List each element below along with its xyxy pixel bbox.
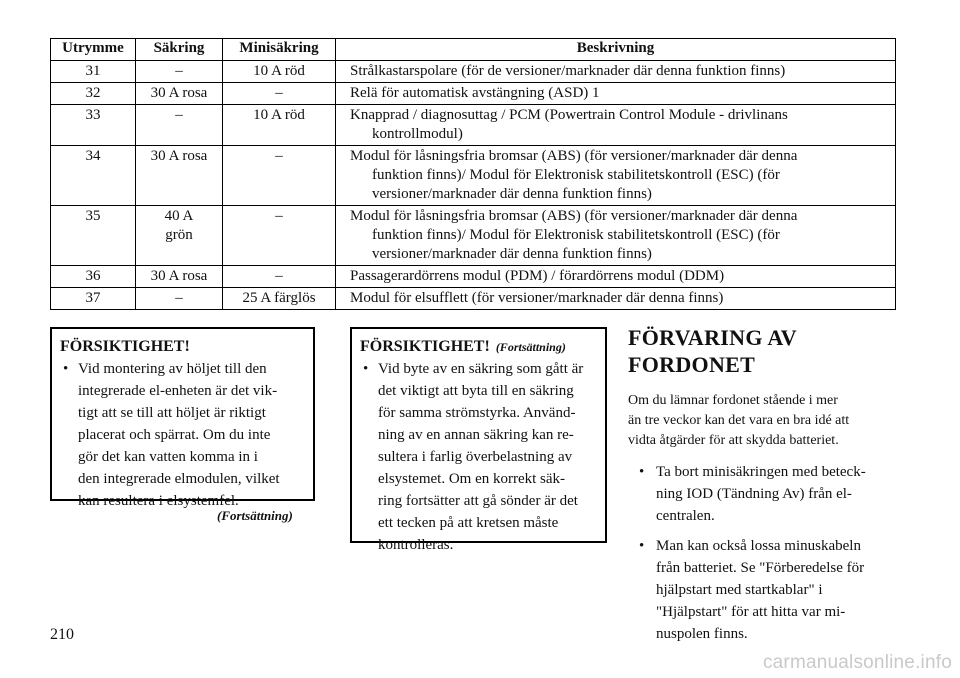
text-line: ring fortsätter att gå sönder är det: [378, 493, 578, 509]
fuse-value: –: [175, 290, 183, 306]
cell-fuse: [136, 206, 223, 266]
continued-label: (Fortsättning): [495, 340, 566, 354]
continued-label: (Fortsättning): [217, 508, 293, 523]
space-value: 31: [85, 63, 101, 79]
cell-space: [51, 288, 136, 310]
text-line: för samma strömstyrka. Använd-: [378, 405, 576, 421]
caution-box: [50, 327, 315, 509]
cell-fuse: [136, 83, 223, 105]
space-value: 32: [85, 85, 101, 101]
cell-description: [336, 206, 896, 266]
cell-minifuse: [223, 206, 336, 266]
minifuse-value: –: [275, 148, 283, 164]
cell-fuse: [136, 288, 223, 310]
text-line: den integrerade elmodulen, vilket: [78, 471, 280, 487]
caution-title: FÖRSIKTIGHET!: [60, 338, 190, 355]
table-row: [51, 288, 896, 310]
table-row: [51, 266, 896, 288]
cell-space: [51, 206, 136, 266]
text-line: tigt att se till att höljet är riktigt: [78, 405, 266, 421]
table-body: [51, 61, 896, 310]
caution-list: [60, 358, 304, 512]
caution-item: [60, 358, 304, 512]
cell-minifuse: [223, 83, 336, 105]
text-line: Ta bort minisäkringen med beteck-: [656, 464, 866, 480]
bullet-icon: •: [639, 538, 645, 554]
cell-description: [336, 288, 896, 310]
bullet-icon: •: [639, 464, 645, 480]
text-line: sultera i farlig överbelastning av: [378, 449, 573, 465]
text-line: kan resultera i elsystemfel.: [78, 493, 239, 509]
list-item: [628, 461, 898, 527]
fuse-value: –: [175, 107, 183, 123]
page-number: 210: [50, 626, 74, 643]
cell-fuse: [136, 146, 223, 206]
space-value: 35: [85, 208, 101, 224]
table-row: [51, 83, 896, 105]
text-line: Om du lämnar fordonet stående i mer: [628, 393, 838, 408]
heading-line: FÖRVARING AV: [628, 325, 797, 350]
cell-description: [336, 266, 896, 288]
table-header-row: [51, 39, 896, 61]
cell-minifuse: [223, 61, 336, 83]
table-row: [51, 105, 896, 146]
cell-description: [336, 146, 896, 206]
bullet-icon: •: [63, 361, 69, 377]
column-header-fuse: Säkring: [136, 39, 223, 61]
fuse-value: 30 A rosa: [150, 268, 208, 284]
item-text: [656, 535, 898, 645]
caution-box-continued: [350, 327, 607, 553]
table-row: [51, 61, 896, 83]
cell-space: [51, 146, 136, 206]
text-line: placerat och spärrat. Om du inte: [78, 427, 271, 443]
text-line: än tre veckor kan det vara en bra idé att: [628, 413, 850, 428]
text-line: Vid byte av en säkring som gått är: [378, 361, 584, 377]
cell-minifuse: [223, 105, 336, 146]
space-value: 34: [85, 148, 101, 164]
fuse-value: 40 A: [164, 208, 194, 224]
table-row: [51, 206, 896, 266]
text-line: det viktigt att byta till en säkring: [378, 383, 574, 399]
fuse-value: 30 A rosa: [150, 85, 208, 101]
text-line: centralen.: [656, 508, 715, 524]
heading-line: FORDONET: [628, 352, 756, 377]
description-text: Modul för elsufflett (för versioner/marknader där denna finns): [350, 290, 724, 306]
section-paragraph: [628, 391, 898, 451]
caution-text: [378, 358, 597, 556]
cell-space: [51, 105, 136, 146]
column-header-minifuse: Minisäkring: [223, 39, 336, 61]
caution-list: [360, 358, 597, 556]
cell-description: [336, 61, 896, 83]
text-line: nuspolen finns.: [656, 626, 748, 642]
storage-steps-list: [628, 461, 898, 645]
watermark: carmanualsonline.info: [762, 652, 952, 673]
caution-item: [360, 358, 597, 556]
caution-text: [78, 358, 304, 512]
text-line: elsystemet. Om en korrekt säk-: [378, 471, 566, 487]
text-line: ning IOD (Tändning Av) från el-: [656, 486, 852, 502]
section-heading: [628, 324, 898, 378]
text-line: vidta åtgärder för att skydda batteriet.: [628, 433, 839, 448]
text-line: integrerade el-enheten är det vik-: [78, 383, 278, 399]
minifuse-value: 25 A färglös: [242, 290, 316, 306]
cell-description: [336, 105, 896, 146]
text-line: hjälpstart med startkablar" i: [656, 582, 823, 598]
fuse-value: –: [175, 63, 183, 79]
minifuse-value: 10 A röd: [253, 107, 305, 123]
list-item: [628, 535, 898, 645]
cell-minifuse: [223, 288, 336, 310]
cell-fuse: [136, 105, 223, 146]
item-text: [656, 461, 898, 527]
space-value: 36: [85, 268, 101, 284]
minifuse-value: –: [275, 85, 283, 101]
cell-fuse: [136, 61, 223, 83]
vehicle-storage-section: [628, 324, 898, 653]
text-line: Man kan också lossa minuskabeln: [656, 538, 861, 554]
fuse-value: 30 A rosa: [150, 148, 208, 164]
bullet-icon: •: [363, 361, 369, 377]
minifuse-value: –: [275, 208, 283, 224]
description-text: Passagerardörrens modul (PDM) / förardörrens modul (DDM): [350, 268, 725, 284]
fuse-table: [50, 38, 896, 310]
description-text: Strålkastarspolare (för de versioner/marknader där denna funktion finns): [350, 63, 786, 79]
column-header-description: Beskrivning: [336, 39, 896, 61]
fuse-value: grön: [165, 227, 193, 243]
text-line: från batteriet. Se "Förberedelse för: [656, 560, 865, 576]
description-text: Relä för automatisk avstängning (ASD) 1: [350, 85, 600, 101]
text-line: ning av en annan säkring kan re-: [378, 427, 574, 443]
cell-space: [51, 83, 136, 105]
column-header-space: Utrymme: [51, 39, 136, 61]
cell-space: [51, 266, 136, 288]
space-value: 33: [85, 107, 101, 123]
text-line: gör det kan vatten komma in i: [78, 449, 258, 465]
minifuse-value: –: [275, 268, 283, 284]
cell-description: [336, 83, 896, 105]
text-line: Vid montering av höljet till den: [78, 361, 267, 377]
minifuse-value: 10 A röd: [253, 63, 305, 79]
text-line: ett tecken på att kretsen måste: [378, 515, 559, 531]
description-text: Modul för låsningsfria bromsar (ABS) (för versioner/marknader där denna funktion finns)/ Modul för Elektronisk stabilitetskontroll (ESC) (för versioner/marknader där denna funktion finns): [350, 148, 798, 202]
cell-minifuse: [223, 266, 336, 288]
cell-space: [51, 61, 136, 83]
space-value: 37: [85, 290, 101, 306]
text-line: kontrolleras.: [378, 537, 454, 553]
caution-title: FÖRSIKTIGHET!: [360, 338, 490, 355]
cell-minifuse: [223, 146, 336, 206]
description-text: Modul för låsningsfria bromsar (ABS) (för versioner/marknader där denna funktion finns)/ Modul för Elektronisk stabilitetskontroll (ESC) (för versioner/marknader där denna funktion finns): [350, 208, 798, 262]
description-text: Knapprad / diagnosuttag / PCM (Powertrain Control Module - drivlinans kontrollmodul): [350, 107, 788, 142]
text-line: "Hjälpstart" för att hitta var mi-: [656, 604, 846, 620]
table-row: [51, 146, 896, 206]
cell-fuse: [136, 266, 223, 288]
